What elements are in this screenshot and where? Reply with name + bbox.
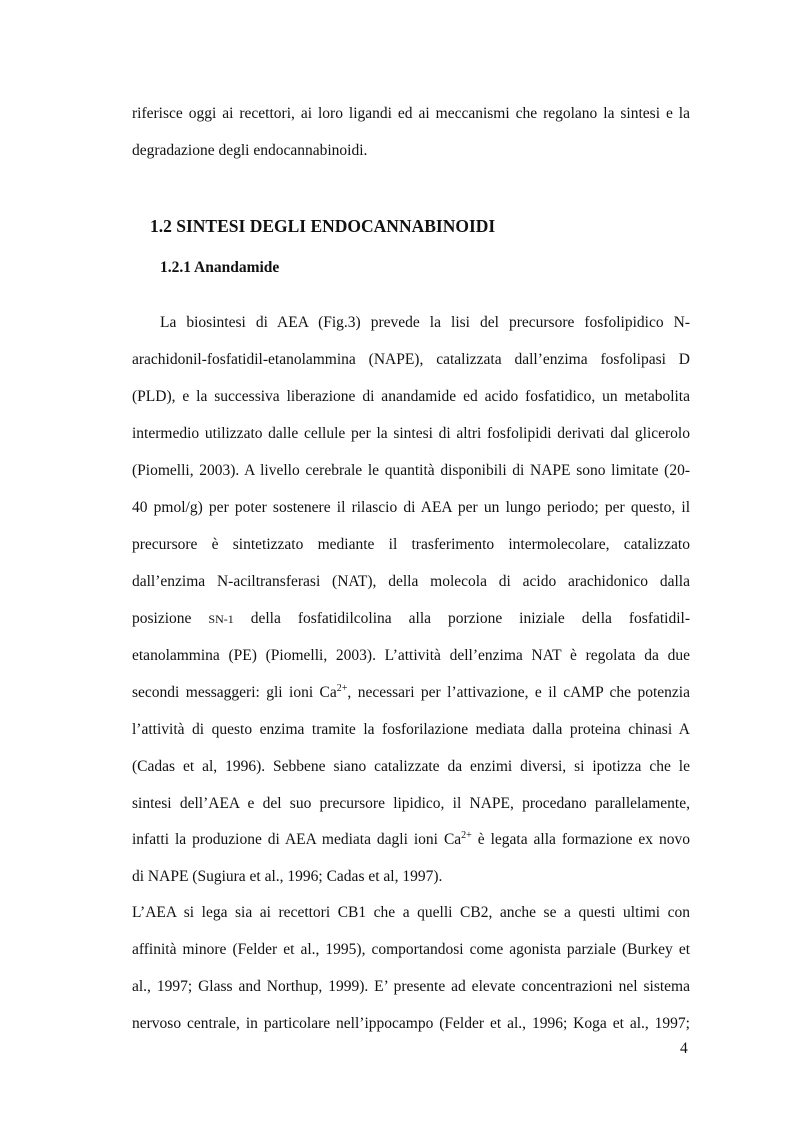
page-number: 4 — [680, 1040, 688, 1057]
text-span: della fosfatidilcolina alla porzione iniziale della fosfatidil- — [250, 610, 691, 627]
body-line: dall’enzima N-aciltransferasi (NAT), della molecola di acido arachidonico dalla — [132, 573, 690, 590]
body-line — [132, 830, 690, 850]
body-line: intermedio utilizzato dalle cellule per la sintesi di altri fosfolipidi derivati dal glicerolo — [132, 425, 690, 442]
body-line: 40 pmol/g) per poter sostenere il rilascio di AEA per un lungo periodo; per questo, il — [132, 499, 690, 516]
text-span: è legata alla formazione ex novo — [471, 831, 690, 848]
body-line — [132, 683, 690, 703]
body-line: (PLD), e la successiva liberazione di anandamide ed acido fosfatidico, un metabolita — [132, 388, 690, 405]
superscript: 2+ — [336, 683, 348, 694]
subsection-heading: 1.2.1 Anandamide — [160, 259, 280, 276]
superscript: 2+ — [461, 830, 472, 841]
body-line: affinità minore (Felder et al., 1995), comportandosi come agonista parziale (Burkey et — [132, 941, 690, 958]
text-span: secondi messaggeri: gli ioni Ca — [132, 684, 337, 701]
body-line: La biosintesi di AEA (Fig.3) prevede la lisi del precursore fosfolipidico N- — [160, 314, 690, 331]
smallcaps-span: SN-1 — [208, 612, 234, 626]
body-line: etanolammina (PE) (Piomelli, 2003). L’attività dell’enzima NAT è regolata da due — [132, 647, 690, 664]
body-line: l’attività di questo enzima tramite la fosforilazione mediata dalla proteina chinasi A — [132, 721, 690, 738]
body-line: di NAPE (Sugiura et al., 1996; Cadas et al, 1997). — [132, 868, 443, 885]
body-line: riferisce oggi ai recettori, ai loro ligandi ed ai meccanismi che regolano la sintesi e la — [132, 105, 690, 122]
text-span: , necessari per l’attivazione, e il cAMP che potenzia — [347, 684, 690, 701]
body-line: sintesi dell’AEA e del suo precursore lipidico, il NAPE, procedano parallelamente, — [132, 795, 690, 812]
body-line — [132, 609, 690, 629]
body-line: (Piomelli, 2003). A livello cerebrale le quantità disponibili di NAPE sono limitate (20- — [132, 462, 690, 479]
body-line: precursore è sintetizzato mediante il trasferimento intermolecolare, catalizzato — [132, 536, 690, 553]
text-span: infatti la produzione di AEA mediata dagli ioni Ca — [132, 831, 462, 848]
body-line: al., 1997; Glass and Northup, 1999). E’ presente ad elevate concentrazioni nel sistema — [132, 978, 690, 995]
body-line: (Cadas et al, 1996). Sebbene siano catalizzate da enzimi diversi, si ipotizza che le — [132, 758, 690, 775]
body-line: degradazione degli endocannabinoidi. — [132, 142, 368, 159]
text-span: posizione — [132, 610, 192, 627]
body-line: arachidonil-fosfatidil-etanolammina (NAPE), catalizzata dall’enzima fosfolipasi D — [132, 351, 690, 368]
body-line: nervoso centrale, in particolare nell’ippocampo (Felder et al., 1996; Koga et al., 1997; — [132, 1015, 690, 1032]
section-heading: 1.2 SINTESI DEGLI ENDOCANNABINOIDI — [150, 216, 496, 236]
body-line: L’AEA si lega sia ai recettori CB1 che a quelli CB2, anche se a questi ultimi con — [132, 904, 690, 921]
